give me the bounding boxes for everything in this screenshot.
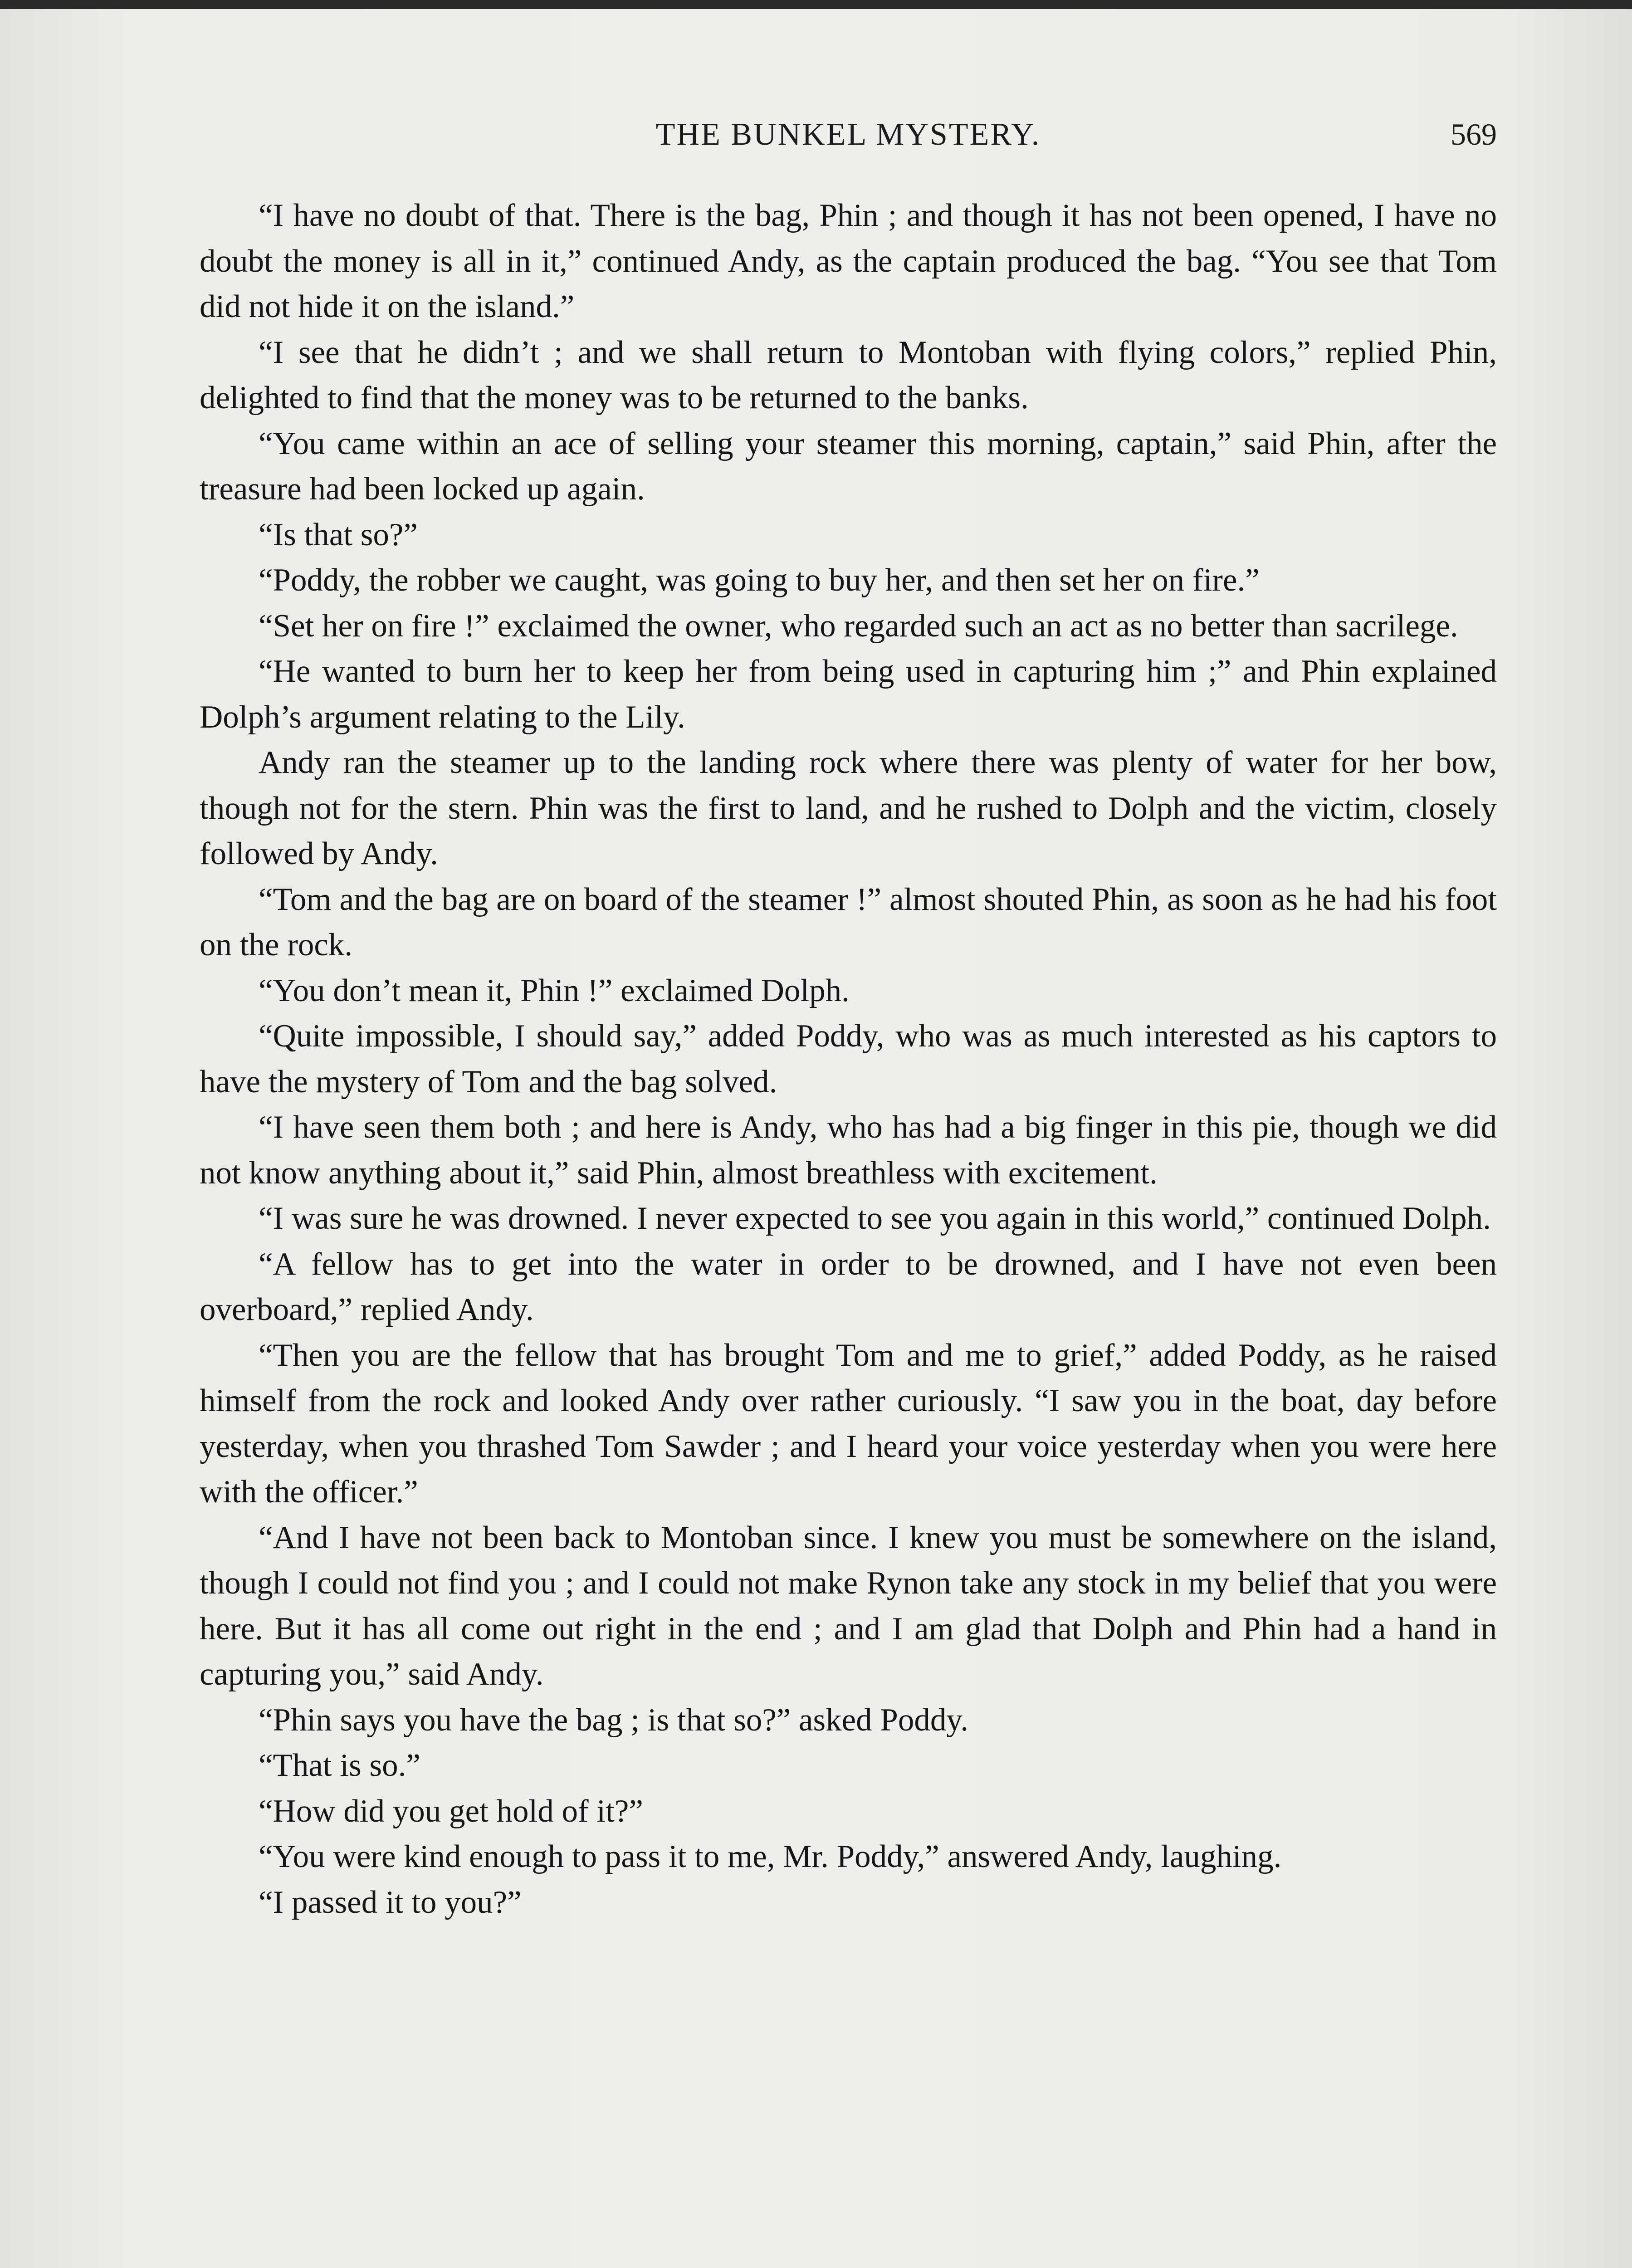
scan-top-edge bbox=[0, 0, 1632, 9]
paragraph: “You were kind enough to pass it to me, Mr. Poddy,” answered Andy, laughing. bbox=[259, 1839, 1282, 1874]
page-number: 569 bbox=[1451, 117, 1497, 152]
paragraph: “Quite impossible, I should say,” added Poddy, who was as much interested as his captors to have the mystery of Tom and the bag solved. bbox=[200, 1018, 1497, 1100]
paragraph: “That is so.” bbox=[259, 1748, 420, 1783]
paragraph: “I was sure he was drowned. I never expected to see you again in this world,” continued Dolph. bbox=[259, 1201, 1491, 1236]
paragraph: “You don’t mean it, Phin !” exclaimed Dolph. bbox=[259, 973, 850, 1008]
paragraph: “He wanted to burn her to keep her from being used in capturing him ;” and Phin explained Dolph’s argument relating to the Lily. bbox=[200, 654, 1497, 735]
book-page bbox=[0, 9, 1632, 2268]
paragraph: “Poddy, the robber we caught, was going to buy her, and then set her on fire.” bbox=[259, 562, 1260, 598]
paragraph: “A fellow has to get into the water in order to be drowned, and I have not even been overboard,” replied Andy. bbox=[200, 1246, 1497, 1327]
paragraph: “I see that he didn’t ; and we shall return to Montoban with flying colors,” replied Phin, delighted to find that the money was to be returned to the banks. bbox=[200, 334, 1497, 415]
paragraph: “And I have not been back to Montoban since. I knew you must be somewhere on the island, though I could not find you ; and I could not make Rynon take any stock in my belief that you were here. But it has all come out right in the end ; and I am glad that Dolph and Phin had a hand in capturing you,” said Andy. bbox=[200, 1520, 1497, 1692]
paragraph: “I have no doubt of that. There is the bag, Phin ; and though it has not been opened, I have no doubt the money is all in it,” continued Andy, as the captain produced the bag. “You see that Tom did not hide it on the island.” bbox=[200, 198, 1497, 324]
paragraph: “Phin says you have the bag ; is that so?” asked Poddy. bbox=[259, 1702, 969, 1738]
running-head bbox=[200, 111, 1497, 161]
paragraph: “How did you get hold of it?” bbox=[259, 1793, 643, 1829]
body-text bbox=[200, 193, 1497, 1925]
paragraph: “Set her on fire !” exclaimed the owner, who regarded such an act as no better than sacrilege. bbox=[259, 608, 1458, 644]
running-title: THE BUNKEL MYSTERY. bbox=[655, 117, 1041, 152]
paragraph: “You came within an ace of selling your steamer this morning, captain,” said Phin, after the treasure had been locked up again. bbox=[200, 425, 1497, 507]
paragraph: Andy ran the steamer up to the landing rock where there was plenty of water for her bow, though not for the stern. Phin was the first to land, and he rushed to Dolph and the victim, closely followed by Andy. bbox=[200, 745, 1497, 871]
paragraph: “Tom and the bag are on board of the steamer !” almost shouted Phin, as soon as he had his foot on the rock. bbox=[200, 881, 1497, 963]
paragraph: “I passed it to you?” bbox=[259, 1884, 522, 1920]
paragraph: “I have seen them both ; and here is Andy, who has had a big finger in this pie, though we did not know anything about it,” said Phin, almost breathless with excitement. bbox=[200, 1110, 1497, 1191]
paragraph: “Is that so?” bbox=[259, 517, 418, 552]
paragraph: “Then you are the fellow that has brought Tom and me to grief,” added Poddy, as he raised himself from the rock and looked Andy over rather curiously. “I saw you in the boat, day before yesterday, when you thrashed Tom Sawder ; and I heard your voice yesterday when you were here with the officer.” bbox=[200, 1337, 1497, 1510]
